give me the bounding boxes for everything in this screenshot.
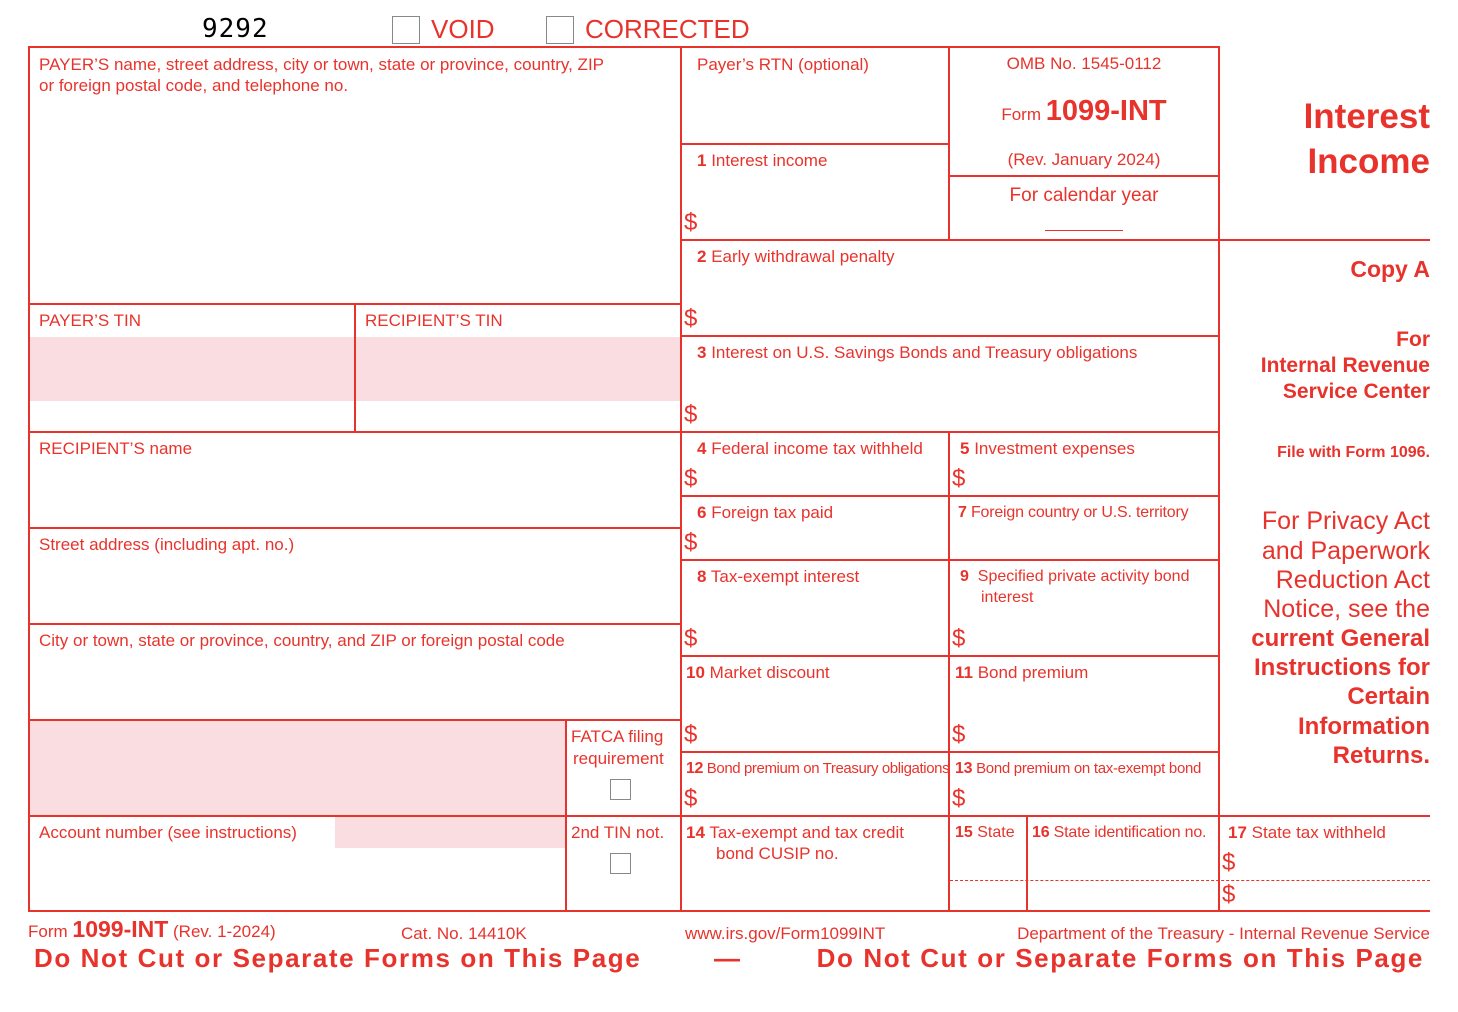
privacy-1: For Privacy Act — [1261, 507, 1430, 535]
line-b4-bottom — [680, 495, 1220, 497]
box-17-dollar-2: $ — [1222, 881, 1236, 908]
file-with-1096: File with Form 1096. — [1277, 444, 1430, 461]
payer-name-label-2: or foreign postal code, and telephone no. — [39, 76, 349, 95]
calendar-year-field[interactable] — [1045, 208, 1123, 231]
line-b15-left — [948, 815, 950, 912]
omb-number: OMB No. 1545-0112 — [1006, 54, 1162, 73]
box-3-label: 3 Interest on U.S. Savings Bonds and Treasury obligations — [697, 343, 1138, 362]
box-13-dollar: $ — [952, 785, 966, 812]
instructions-2: Instructions for — [1253, 654, 1430, 681]
warning-left: Do Not Cut or Separate Forms on This Page — [34, 943, 642, 973]
warning-dash: — — [714, 943, 740, 973]
line-name-bottom — [28, 527, 682, 529]
void-checkbox[interactable] — [392, 16, 420, 44]
box-9-field[interactable] — [972, 610, 1214, 652]
recipient-name-field[interactable] — [32, 462, 676, 524]
box-16-field-1[interactable] — [1030, 846, 1214, 878]
line-street-bottom — [28, 623, 682, 625]
box-7-label: 7 Foreign country or U.S. territory — [958, 504, 1189, 521]
box-17-dollar-1: $ — [1222, 849, 1236, 876]
box-9-label-2: interest — [981, 589, 1034, 606]
form-border-bottom — [28, 910, 1430, 912]
box-4-field[interactable] — [704, 462, 944, 492]
copy-irs-2: Service Center — [1282, 380, 1430, 403]
box-1-field[interactable] — [704, 176, 944, 236]
fatca-checkbox[interactable] — [610, 779, 631, 800]
box-4-label: 4 Federal income tax withheld — [697, 439, 923, 458]
line-fatca-bottom — [28, 815, 682, 817]
copy-for: For — [1396, 328, 1430, 351]
line-b2-bottom — [680, 335, 1220, 337]
box-1-dollar: $ — [684, 209, 698, 236]
omb-form-name: Form 1099-INT — [1001, 95, 1167, 127]
box-11-label: 11 Bond premium — [955, 663, 1089, 682]
void-label: VOID — [431, 14, 495, 44]
line-tin-divider — [354, 303, 356, 432]
payer-name-label-1: PAYER’S name, street address, city or town, state or province, country, ZIP — [39, 55, 605, 74]
box-5-field[interactable] — [972, 462, 1214, 492]
line-b1-bottom — [680, 239, 1430, 241]
box-12-field[interactable] — [704, 782, 944, 812]
payer-tin-field[interactable] — [32, 337, 352, 429]
box-10-field[interactable] — [704, 688, 944, 748]
line-b16-left — [1026, 815, 1028, 912]
box-13-field[interactable] — [972, 782, 1214, 812]
box-5-dollar: $ — [952, 465, 966, 492]
omb-revision: (Rev. January 2024) — [1007, 150, 1161, 169]
box-11-dollar: $ — [952, 721, 966, 748]
box-3-field[interactable] — [704, 368, 1214, 428]
box-16-label: 16 State identification no. — [1032, 824, 1207, 841]
box-16-field-2[interactable] — [1030, 882, 1214, 908]
box-10-dollar: $ — [684, 721, 698, 748]
box-11-field[interactable] — [972, 688, 1214, 748]
footer-form: Form 1099-INT (Rev. 1-2024) — [28, 916, 276, 942]
box-15-field-2[interactable] — [952, 882, 1024, 908]
box-6-dollar: $ — [684, 529, 698, 556]
instructions-3: Certain — [1347, 683, 1430, 710]
calendar-year-label: For calendar year — [1009, 185, 1159, 206]
title-income: Income — [1307, 142, 1430, 181]
box-14-label-2: bond CUSIP no. — [716, 844, 839, 863]
copy-a-label: Copy A — [1350, 256, 1430, 282]
box-12-label: 12 Bond premium on Treasury obligations — [686, 760, 950, 777]
corrected-label: CORRECTED — [585, 14, 750, 44]
box-2-label: 2 Early withdrawal penalty — [697, 247, 895, 266]
footer-department: Department of the Treasury - Internal Revenue Service — [1017, 924, 1430, 943]
street-address-field[interactable] — [32, 558, 676, 620]
box-4-dollar: $ — [684, 465, 698, 492]
box-15-field-1[interactable] — [952, 846, 1024, 878]
line-b10-bottom — [680, 751, 1220, 753]
warning-right: Do Not Cut or Separate Forms on This Page — [816, 943, 1424, 973]
footer-url[interactable]: www.irs.gov/Form1099INT — [685, 924, 886, 943]
account-number-shade — [335, 817, 565, 848]
city-field[interactable] — [32, 654, 676, 716]
line-b12-bottom — [680, 815, 1430, 817]
box-9-dollar: $ — [952, 625, 966, 652]
recipient-name-label: RECIPIENT’S name — [39, 439, 193, 458]
box-1-label: 1 Interest income — [697, 151, 828, 170]
corrected-checkbox[interactable] — [546, 16, 574, 44]
rtn-label: Payer’s RTN (optional) — [697, 55, 869, 74]
box-17-label: 17 State tax withheld — [1228, 823, 1386, 842]
box-7-field[interactable] — [952, 526, 1214, 556]
box-13-label: 13 Bond premium on tax-exempt bond — [955, 760, 1202, 777]
instructions-4: Information — [1298, 713, 1430, 740]
box-3-dollar: $ — [684, 401, 698, 428]
box-2-dollar: $ — [684, 305, 698, 332]
box-14-field[interactable] — [684, 866, 944, 908]
box-6-label: 6 Foreign tax paid — [697, 503, 834, 522]
instructions-1: current General — [1251, 625, 1430, 652]
line-state-dashed — [950, 880, 1430, 881]
privacy-4: Notice, see the — [1263, 595, 1430, 623]
box-17-field-2[interactable] — [1242, 882, 1428, 908]
fatca-label-1: FATCA filing — [571, 727, 664, 746]
line-b6-bottom — [680, 559, 1220, 561]
box-12-dollar: $ — [684, 785, 698, 812]
title-interest: Interest — [1303, 97, 1430, 136]
form-code: 9292 — [202, 14, 269, 44]
box-9-label-1: 9 Specified private activity bond — [960, 568, 1190, 585]
form-border-left — [28, 46, 30, 912]
line-tin-bottom — [28, 431, 682, 433]
divider-col-left — [680, 46, 682, 912]
box-8-dollar: $ — [684, 625, 698, 652]
line-b3-bottom — [680, 431, 1220, 433]
instructions-5: Returns. — [1332, 742, 1430, 769]
box-10-label: 10 Market discount — [686, 663, 830, 682]
line-rev-bottom — [948, 175, 1220, 177]
box-8-label: 8 Tax-exempt interest — [697, 567, 860, 586]
account-number-field[interactable] — [32, 850, 562, 908]
privacy-2: and Paperwork — [1261, 537, 1430, 565]
fatca-left-shade — [30, 721, 565, 815]
street-address-label: Street address (including apt. no.) — [39, 535, 295, 554]
line-rtn-bottom — [680, 143, 950, 145]
recipient-tin-label: RECIPIENT’S TIN — [365, 311, 503, 330]
box-14-label-1: 14 Tax-exempt and tax credit — [686, 823, 904, 842]
box-2-field[interactable] — [704, 272, 1214, 332]
box-6-field[interactable] — [704, 526, 944, 556]
privacy-3: Reduction Act — [1275, 566, 1430, 594]
payer-name-field[interactable] — [32, 100, 676, 300]
box-17-field-1[interactable] — [1242, 846, 1428, 878]
city-label: City or town, state or province, country, and ZIP or foreign postal code — [39, 631, 565, 650]
rtn-field[interactable] — [684, 80, 946, 140]
second-tin-checkbox[interactable] — [610, 853, 631, 874]
account-number-label: Account number (see instructions) — [39, 823, 297, 842]
recipient-tin-field[interactable] — [358, 337, 678, 429]
footer-cat-no: Cat. No. 14410K — [401, 924, 527, 943]
line-city-bottom — [28, 719, 682, 721]
line-b8-bottom — [680, 655, 1220, 657]
copy-irs-1: Internal Revenue — [1260, 354, 1430, 377]
second-tin-label: 2nd TIN not. — [571, 823, 665, 842]
form-border-top — [28, 46, 1220, 48]
box-15-label: 15 State — [955, 824, 1015, 841]
fatca-label-2: requirement — [573, 749, 664, 768]
payer-tin-label: PAYER’S TIN — [39, 311, 142, 330]
box-8-field[interactable] — [704, 592, 944, 652]
box-5-label: 5 Investment expenses — [960, 439, 1135, 458]
